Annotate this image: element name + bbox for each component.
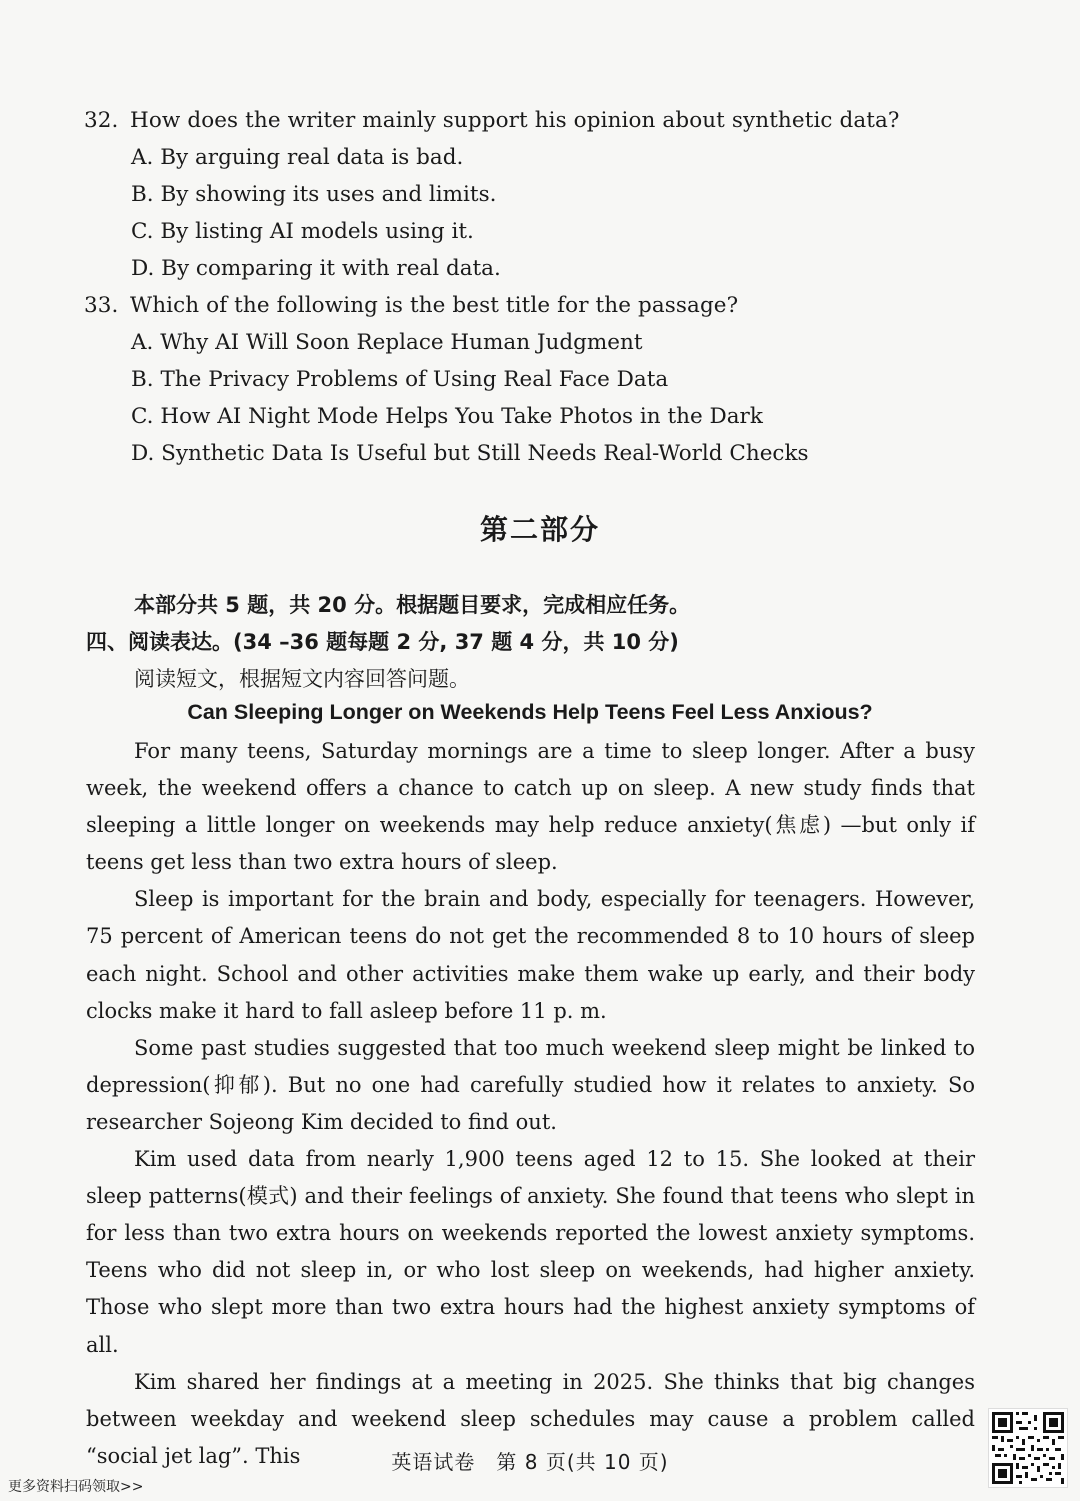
part-heading: 四、阅读表达。(34 –36 题每题 2 分, 37 题 4 分，共 10 分) <box>86 630 679 654</box>
option-32-d: D. By comparing it with real data. <box>131 256 501 281</box>
page-footer: 英语试卷 第 8 页(共 10 页) <box>391 1450 669 1474</box>
question-text: How does the writer mainly support his opinion about synthetic data? <box>130 108 900 133</box>
question-number: 32. <box>84 108 119 133</box>
section-intro: 本部分共 5 题，共 20 分。根据题目要求，完成相应任务。 <box>134 593 691 617</box>
section-title: 第二部分 <box>479 513 600 546</box>
option-32-a: A. By arguing real data is bad. <box>131 145 464 170</box>
passage-paragraph: For many teens, Saturday mornings are a time to sleep longer. After a busy week, the weekend offers a chance to catch up on sleep. A new study finds that sleeping a little longer on weekends may help reduce anxiety(焦虑) —but only if teens get less than two extra hours of sleep. <box>86 739 975 875</box>
passage-title: Can Sleeping Longer on Weekends Help Teens Feel Less Anxious? <box>187 700 873 724</box>
more-resources-link[interactable]: 更多资料扫码领取>> <box>8 1479 144 1495</box>
passage-paragraph: Kim shared her findings at a meeting in 2025. She thinks that big changes between weekday and weekend sleep schedules may cause a problem called “social jet lag”. This <box>86 1369 975 1468</box>
passage-paragraph: Kim used data from nearly 1,900 teens aged 12 to 15. She looked at their sleep patterns(模式) and their feelings of anxiety. She found that teens who slept in for less than two extra hours on weekends reported the lowest anxiety symptoms. Teens who did not sleep in, or who lost sleep on weekends, had higher anxiety. Those who slept more than two extra hours had the highest anxiety symptoms of all. <box>86 1147 975 1357</box>
qr-code-graphic <box>989 1409 1067 1487</box>
instruction-text: 阅读短文，根据短文内容回答问题。 <box>134 667 470 691</box>
qr-code-icon[interactable] <box>988 1408 1068 1488</box>
option-33-b: B. The Privacy Problems of Using Real Face Data <box>131 367 669 392</box>
option-32-c: C. By listing AI models using it. <box>131 219 474 244</box>
passage-paragraph: Some past studies suggested that too much weekend sleep might be linked to depression(抑郁). But no one had carefully studied how it relates to anxiety. So researcher Sojeong Kim decided to find out. <box>86 1035 975 1134</box>
passage-body <box>86 733 975 1475</box>
passage-paragraph: Sleep is important for the brain and body, especially for teenagers. However, 75 percent of American teens do not get the recommended 8 to 10 hours of sleep each night. School and other activities make them wake up early, and their body clocks make it hard to fall asleep before 11 p. m. <box>86 887 975 1023</box>
option-32-b: B. By showing its uses and limits. <box>131 182 497 207</box>
question-text: Which of the following is the best title for the passage? <box>130 293 739 318</box>
option-33-d: D. Synthetic Data Is Useful but Still Needs Real-World Checks <box>131 441 809 466</box>
question-32-stem <box>84 108 900 133</box>
option-33-a: A. Why AI Will Soon Replace Human Judgment <box>131 330 643 355</box>
question-33-stem <box>84 293 738 318</box>
option-33-c: C. How AI Night Mode Helps You Take Photos in the Dark <box>131 404 763 429</box>
question-number: 33. <box>84 293 119 318</box>
